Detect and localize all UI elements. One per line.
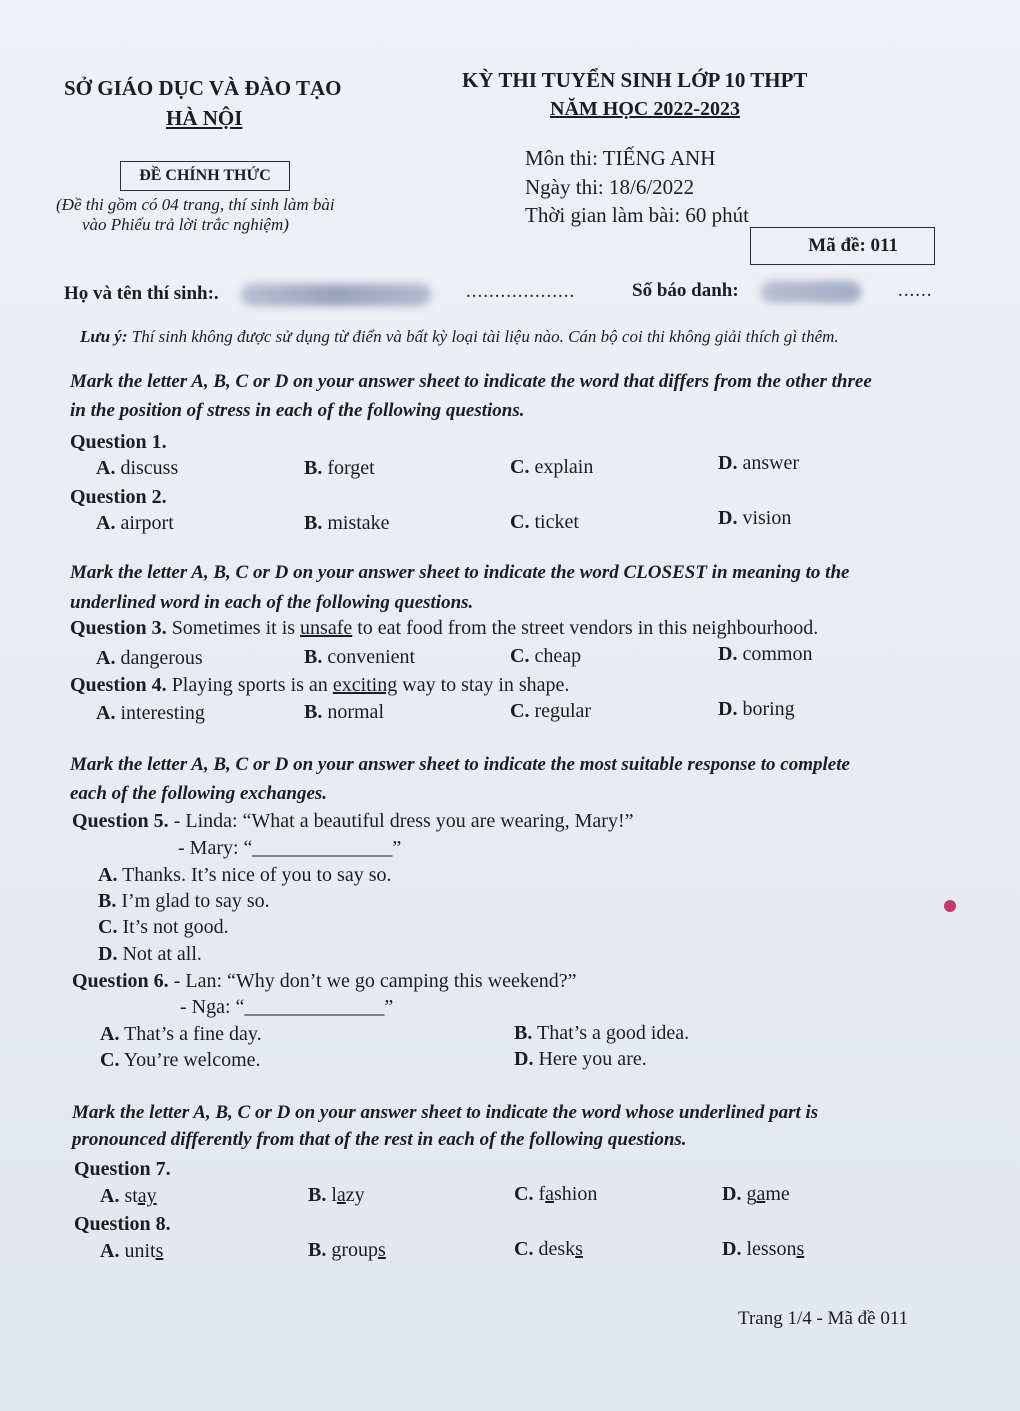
department-name: SỞ GIÁO DỤC VÀ ĐÀO TẠO — [64, 76, 342, 100]
exam-duration: Thời gian làm bài: 60 phút — [525, 203, 749, 227]
exam-code: Mã đề: 011 — [808, 235, 898, 256]
question-6-reply: - Nga: “______________” — [180, 996, 394, 1018]
question-8-label: Question 8. — [74, 1213, 171, 1235]
pronunciation-instruction-line2: pronounced differently from that of the rest in each of the following questions. — [72, 1129, 687, 1150]
ink-dot — [944, 900, 956, 912]
subject: Môn thi: TIẾNG ANH — [525, 146, 716, 170]
question-2-label: Question 2. — [70, 486, 167, 508]
pronunciation-instruction-line1: Mark the letter A, B, C or D on your answer sheet to indicate the word whose underlined part is — [72, 1102, 819, 1123]
q2-option-d: D. vision — [718, 507, 792, 529]
q4-option-a: A. interesting — [96, 702, 205, 724]
candidate-id-row — [632, 280, 861, 303]
stress-instruction-line1: Mark the letter A, B, C or D on your answer sheet to indicate the word that differs from the other three — [70, 371, 872, 392]
school-year: NĂM HỌC 2022-2023 — [550, 98, 740, 120]
page-footer: Trang 1/4 - Mã đề 011 — [738, 1308, 909, 1329]
question-4-stem: Question 4. Playing sports is an exciting way to stay in shape. — [70, 674, 570, 696]
q1-option-a: A. discuss — [96, 457, 179, 479]
q6-option-d: D. Here you are. — [514, 1048, 647, 1070]
official-badge: ĐỀ CHÍNH THỨC — [120, 161, 290, 191]
q3-option-b: B. convenient — [304, 646, 416, 668]
q8-option-b: B. groups — [308, 1239, 386, 1261]
q5-option-b: B. I’m glad to say so. — [98, 890, 270, 912]
exam-code-box — [750, 227, 935, 265]
q1-option-b: B. forget — [304, 457, 375, 479]
q6-option-c: C. You’re welcome. — [100, 1049, 261, 1071]
q4-option-c: C. regular — [510, 700, 592, 722]
redacted-id — [761, 281, 861, 303]
q5-option-c: C. It’s not good. — [98, 916, 229, 938]
q7-option-c: C. fashion — [514, 1183, 598, 1205]
q2-option-b: B. mistake — [304, 512, 390, 534]
q4-option-b: B. normal — [304, 701, 384, 723]
q3-option-d: D. common — [718, 643, 813, 665]
question-7-label: Question 7. — [74, 1158, 171, 1180]
candidate-id-dots: ...... — [898, 280, 933, 301]
q5-option-a: A. Thanks. It’s nice of you to say so. — [98, 864, 392, 886]
q3-option-a: A. dangerous — [96, 647, 203, 669]
exam-note — [80, 327, 839, 347]
closest-instruction-line2: underlined word in each of the following questions. — [70, 592, 474, 613]
note-label: Lưu ý: — [80, 327, 128, 346]
q5-option-d: D. Not at all. — [98, 943, 202, 965]
question-6-stem: Question 6. - Lan: “Why don’t we go camping this weekend?” — [72, 970, 577, 992]
q7-option-a: A. stay — [100, 1185, 157, 1207]
q1-option-c: C. explain — [510, 456, 594, 478]
response-instruction-line2: each of the following exchanges. — [70, 783, 328, 804]
q8-option-d: D. lessons — [722, 1238, 805, 1260]
question-5-stem: Question 5. - Linda: “What a beautiful dress you are wearing, Mary!” — [72, 810, 634, 832]
pages-note-line1: (Đề thi gồm có 04 trang, thí sinh làm bài — [56, 195, 335, 214]
candidate-id-label: Số báo danh: — [632, 280, 739, 301]
q6-option-b: B. That’s a good idea. — [514, 1022, 690, 1044]
q2-option-c: C. ticket — [510, 511, 579, 533]
exam-title: KỲ THI TUYỂN SINH LỚP 10 THPT — [462, 68, 808, 92]
note-text: Thí sinh không được sử dụng từ điển và bất kỳ loại tài liệu nào. Cán bộ coi thi không giải thích gì thêm. — [127, 327, 839, 346]
question-3-stem: Question 3. Sometimes it is unsafe to eat food from the street vendors in this neighbourhood. — [70, 617, 819, 639]
question-1-label: Question 1. — [70, 431, 167, 453]
response-instruction-line1: Mark the letter A, B, C or D on your answer sheet to indicate the most suitable response to complete — [70, 754, 850, 775]
q8-option-c: C. desks — [514, 1238, 583, 1260]
q1-option-d: D. answer — [718, 452, 800, 474]
redacted-name — [241, 284, 431, 306]
q6-option-a: A. That’s a fine day. — [100, 1023, 262, 1045]
pages-note-line2: vào Phiếu trả lời trắc nghiệm) — [82, 215, 289, 234]
question-5-reply: - Mary: “______________” — [178, 837, 402, 859]
q7-option-d: D. game — [722, 1183, 790, 1205]
candidate-name-label: Họ và tên thí sinh:. — [64, 283, 219, 304]
q8-option-a: A. units — [100, 1240, 164, 1262]
department-city: HÀ NỘI — [166, 106, 243, 130]
q3-option-c: C. cheap — [510, 645, 582, 667]
closest-instruction-line1: Mark the letter A, B, C or D on your answer sheet to indicate the word CLOSEST in meaning to the — [70, 562, 850, 583]
candidate-name-dots: ................... — [466, 281, 576, 302]
candidate-name-row — [64, 283, 431, 306]
q2-option-a: A. airport — [96, 512, 174, 534]
stress-instruction-line2: in the position of stress in each of the following questions. — [70, 400, 525, 421]
q7-option-b: B. lazy — [308, 1184, 365, 1206]
q4-option-d: D. boring — [718, 698, 795, 720]
exam-date: Ngày thi: 18/6/2022 — [525, 175, 695, 199]
